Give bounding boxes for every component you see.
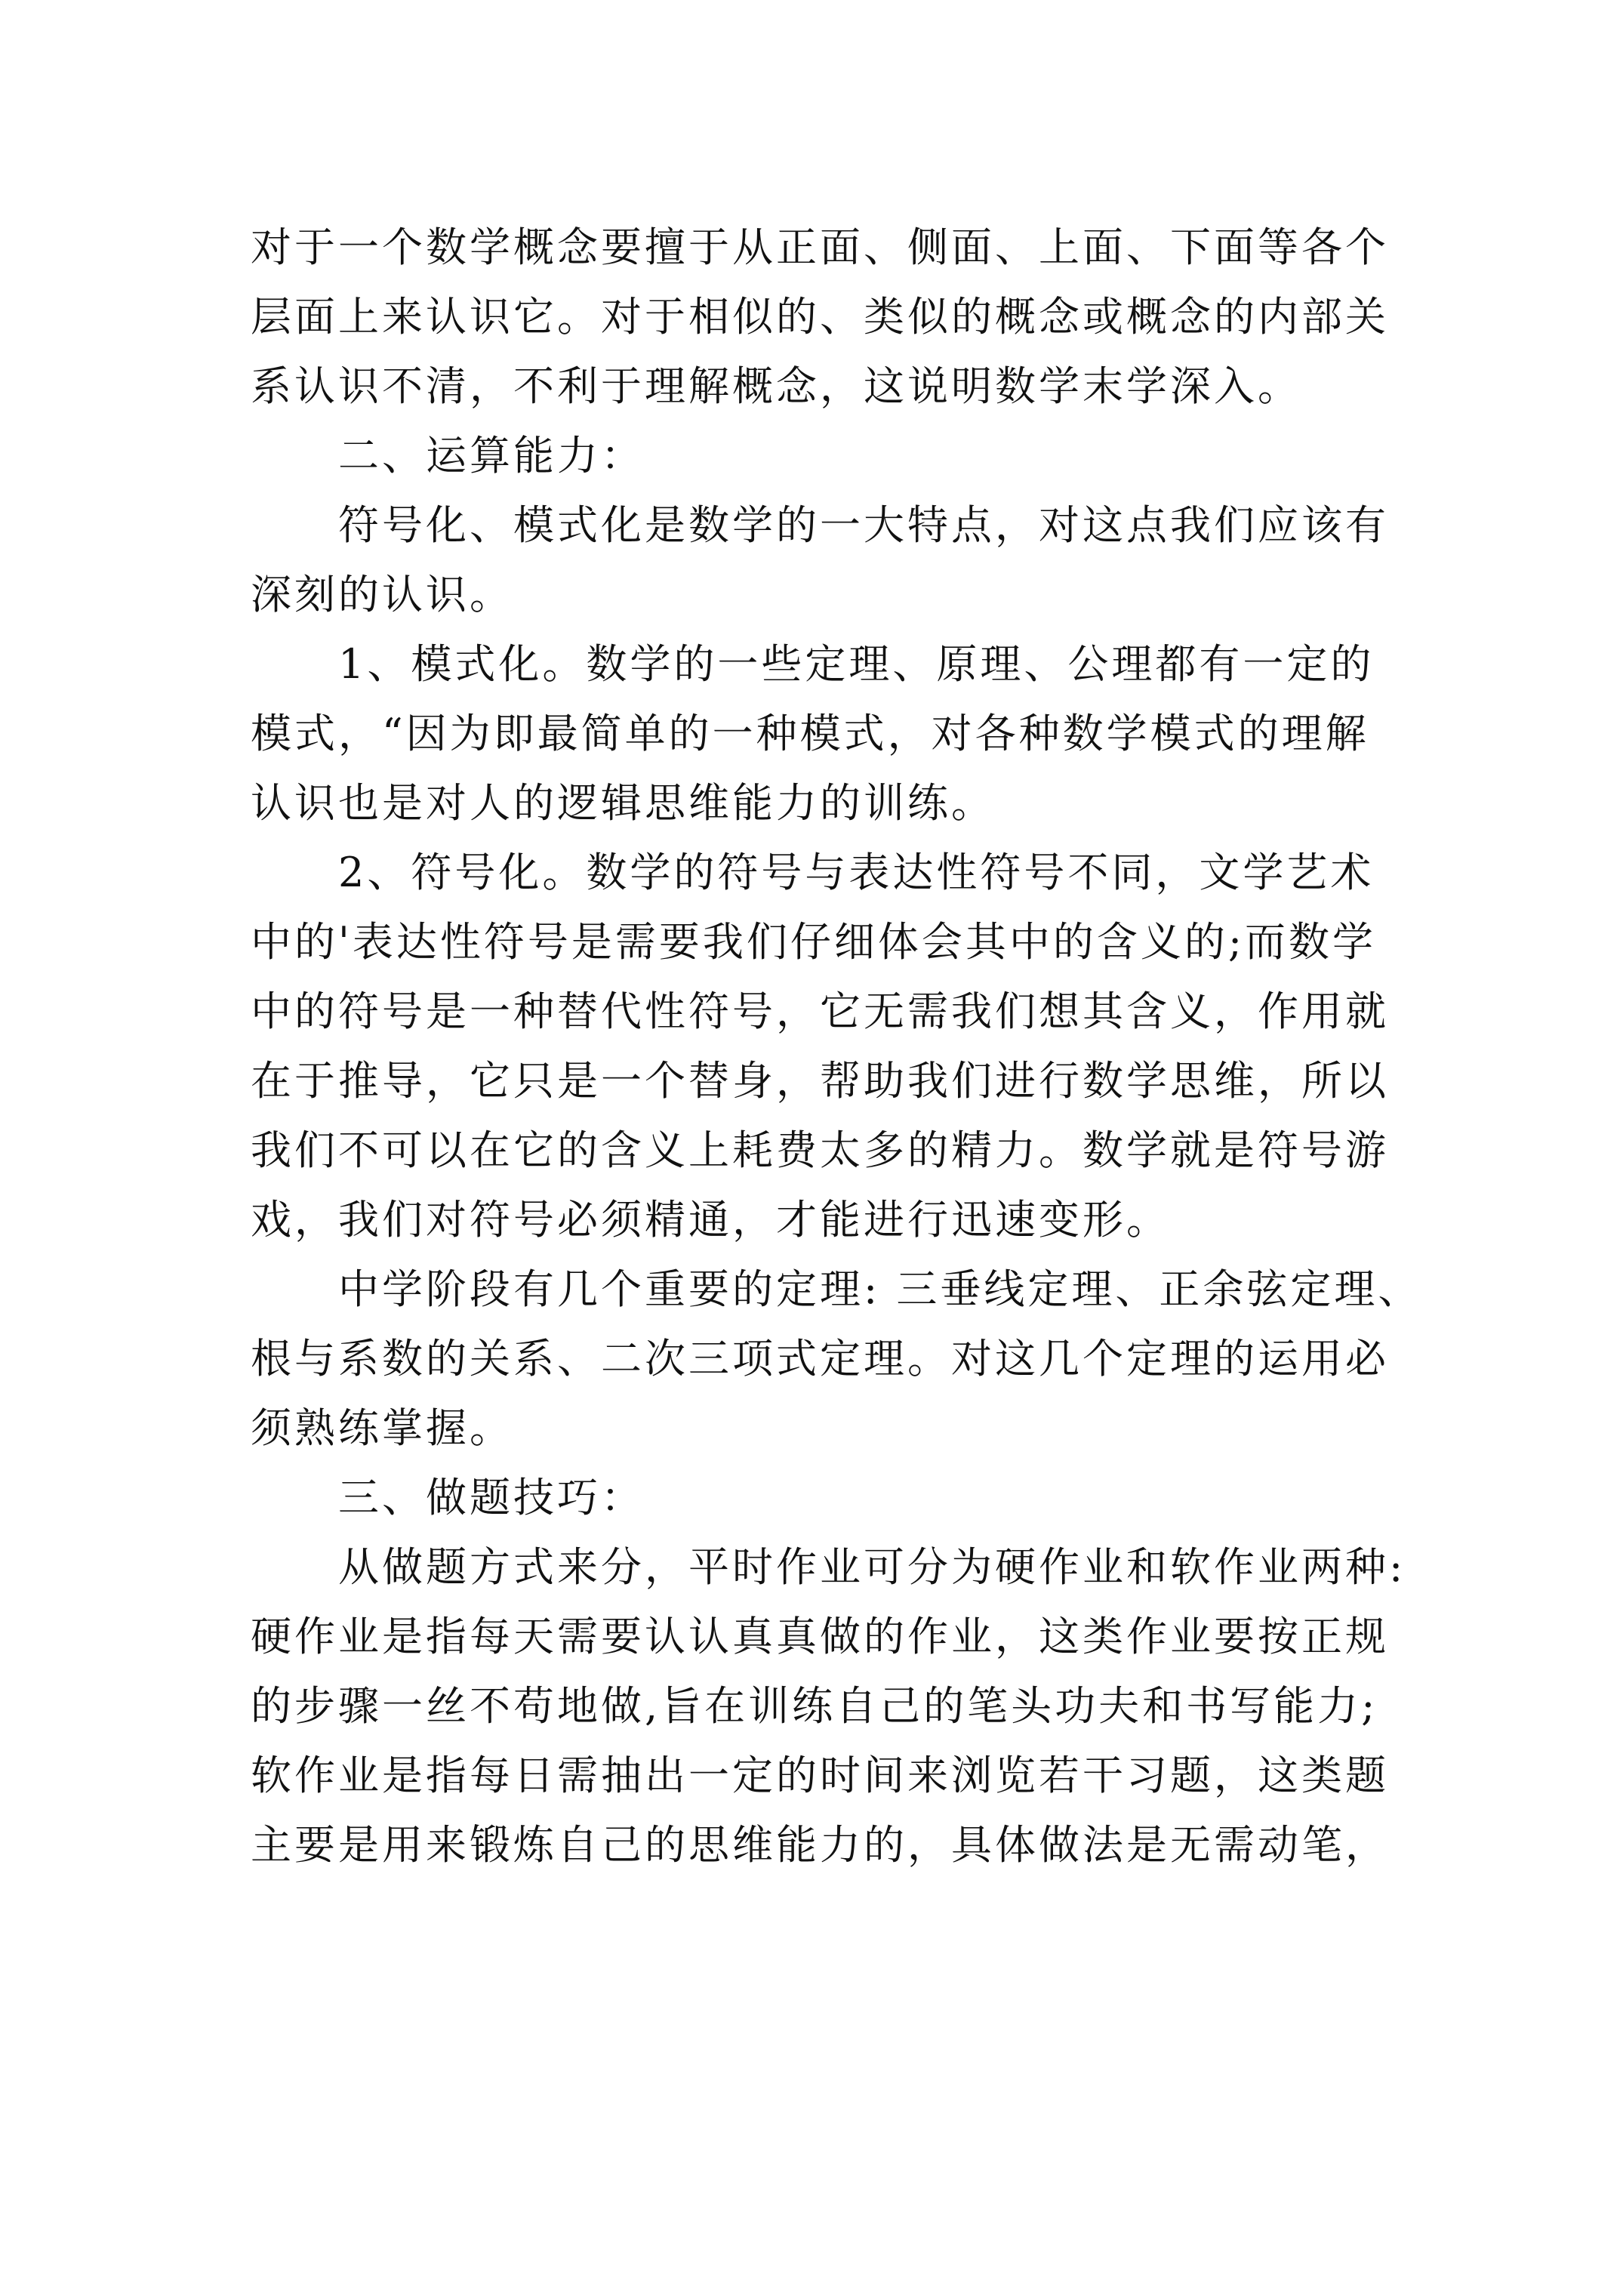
text-line: 戏，我们对符号必须精通，才能进行迅速变形。	[251, 1196, 1170, 1244]
text-line: 认识也是对人的逻辑思维能力的训练。	[251, 779, 995, 827]
section-heading-techniques: 三、做题技巧：	[338, 1474, 645, 1521]
text-line: 根与系数的关系、二次三项式定理。对这几个定理的运用必	[251, 1335, 1389, 1382]
text-line: 中学阶段有几个重要的定理: 三垂线定理、正余弦定理、	[338, 1265, 1422, 1313]
text-line: 须熟练掌握。	[251, 1404, 513, 1452]
text-line: 软作业是指每日需抽出一定的时间来浏览若干习题，这类题	[251, 1752, 1389, 1799]
text-line: 在于推导，它只是一个替身，帮助我们进行数学思维，所以	[251, 1057, 1389, 1105]
text-line: 主要是用来锻炼自己的思维能力的，具体做法是无需动笔，	[251, 1821, 1389, 1869]
text-line: 深刻的认识。	[251, 571, 513, 618]
text-line: 层面上来认识它。对于相似的、类似的概念或概念的内部关	[251, 293, 1389, 341]
text-line: 硬作业是指每天需要认认真真做的作业，这类作业要按正规	[251, 1613, 1389, 1660]
text-line: 2、符号化。数学的符号与表达性符号不同，文学艺术	[338, 849, 1375, 896]
text-line: 中的'表达性符号是需要我们仔细体会其中的含义的;而数学	[251, 918, 1377, 966]
text-line: 1、模式化。数学的一些定理、原理、公理都有一定的	[338, 640, 1375, 688]
text-line: 模式，“因为即最简单的一种模式，对各种数学模式的理解	[251, 710, 1369, 757]
text-line: 的步骤一丝不苟地做,旨在训练自己的笔头功夫和书写能力;	[251, 1682, 1378, 1730]
section-heading-operation: 二、运算能力：	[338, 432, 645, 479]
text-line: 从做题方式来分，平时作业可分为硬作业和软作业两种:	[338, 1543, 1406, 1591]
text-line: 系认识不清，不利于理解概念，这说明数学末学深入。	[251, 362, 1301, 410]
text-line: 我们不可以在它的含义上耗费太多的精力。数学就是符号游	[251, 1126, 1389, 1174]
text-line: 符号化、模式化是数学的一大特点，对这点我们应该有	[338, 501, 1389, 549]
body-text	[251, 213, 1422, 1880]
text-line: 中的符号是一种替代性符号，它无需我们想其含义，作用就	[251, 988, 1389, 1035]
text-line: 对于一个数学概念要擅于从正面、侧面、上面、下面等各个	[251, 223, 1389, 271]
